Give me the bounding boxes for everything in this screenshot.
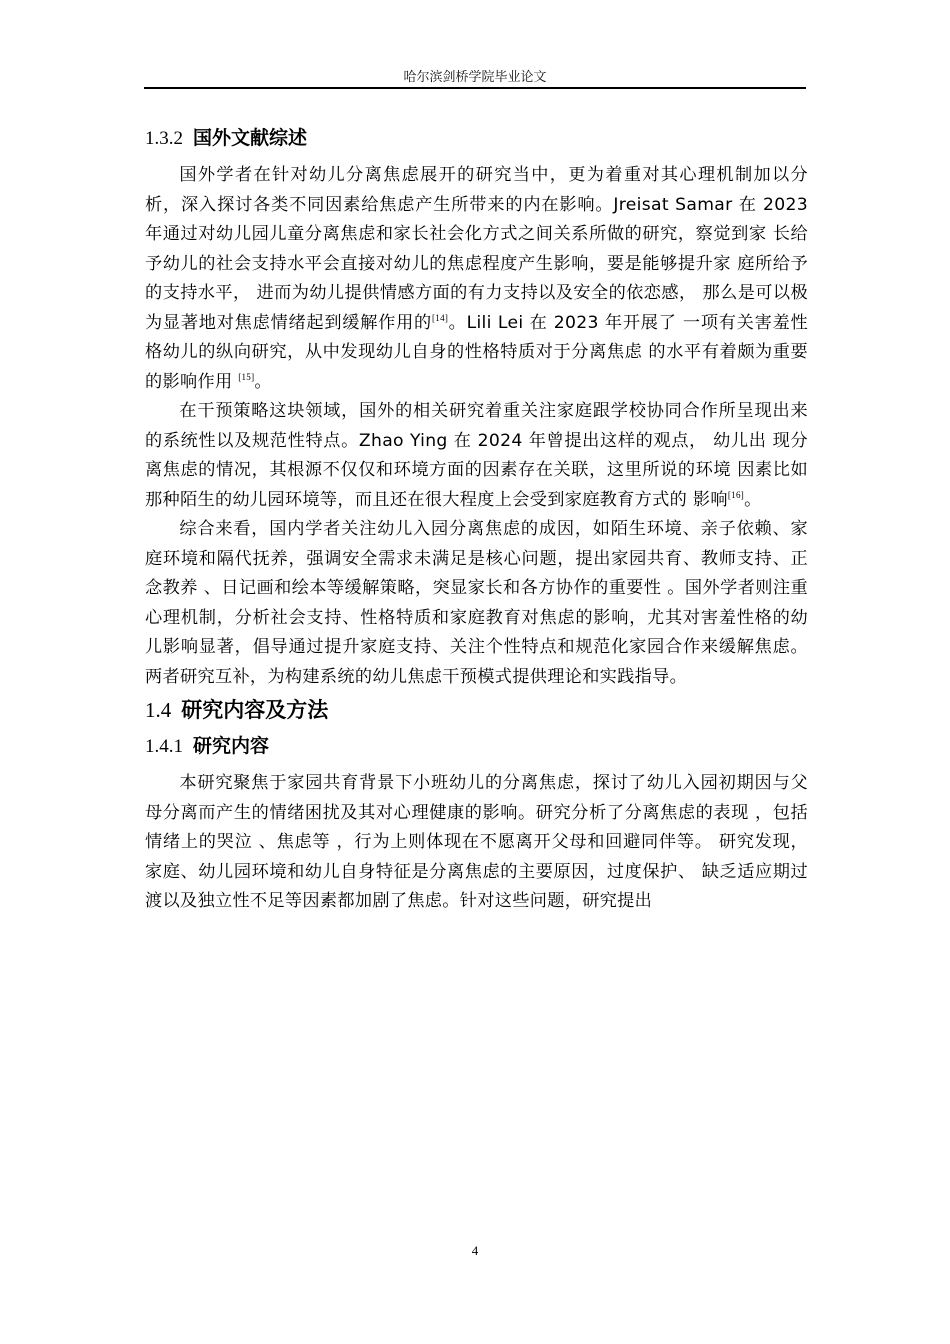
paragraph-text: 。	[254, 371, 272, 392]
page-header: 哈尔滨剑桥学院毕业论文	[403, 70, 547, 85]
section-title: 国外文献综述	[193, 127, 308, 149]
paragraph-summary: 综合来看，国内学者关注幼儿入园分离焦虑的成因，如陌生环境、亲子依赖、家庭环境和隔代抚养，强调安全需求未满足是核心问题，提出家园共育、教师支持、正念教养 、日记画和绘本等缓解策略，突显家长和各方协作的重要性 。国外学者则注重心理机制，分析社会支持、性格特质和家庭教育对焦虑的影响，尤其对害羞性格的幼儿影响显著，倡导通过提升家庭支持、关注个性特点和规范化家园合作来缓解焦虑。两者研究互补，为构建系统的幼儿焦虑干预模式提供理论和实践指导。	[145, 519, 808, 687]
paragraph-text: 在干预策略这块领域，国外的相关研究着重关注家庭跟学校协同合作所呈现出来的系统性以及规范性特点。Zhao Ying 在 2024 年曾提出这样的观点， 幼儿出 现分离焦虑的情况，其根源不仅仅和环境方面的因素存在关联，这里所说的环境 因素比如那种陌生的幼儿园环境等，而且还在很大程度上会受到家庭教育方式的 影响	[145, 401, 808, 510]
page-number: 4	[471, 1243, 479, 1258]
paragraph-text: 。	[744, 489, 762, 510]
document-body	[145, 122, 808, 917]
citation-ref: [14]	[431, 312, 449, 323]
paragraph-intervention	[145, 397, 808, 515]
paragraph-research-content: 本研究聚焦于家园共育背景下小班幼儿的分离焦虑，探讨了幼儿入园初期因与父母分离而产生的情绪困扰及其对心理健康的影响。研究分析了分离焦虑的表现 ，包括情绪上的哭泣 、焦虑等 ，行为上则体现在不愿离开父母和回避同伴等。 研究发现，家庭、幼儿园环境和幼儿自身特征是分离焦虑的主要原因，过度保护、 缺乏适应期过渡以及独立性不足等因素都加剧了焦虑。针对这些问题，研究提出	[145, 773, 808, 911]
section-number: 1.4.1	[145, 736, 183, 757]
header-rule	[144, 87, 806, 89]
section-heading-1-4-1	[145, 730, 808, 763]
section-title: 研究内容及方法	[181, 698, 329, 722]
citation-ref: [16]	[727, 489, 745, 500]
section-number: 1.4	[145, 698, 172, 722]
paragraph-foreign-research	[145, 161, 808, 397]
section-heading-1-4	[145, 694, 808, 726]
paragraph-text: 国外学者在针对幼儿分离焦虑展开的研究当中，更为着重对其心理机制加以分析，深入探讨各类不同因素给焦虑产生所带来的内在影响。Jreisat Samar 在 2023 年通过对幼儿园儿童分离焦虑和家长社会化方式之间关系所做的研究，察觉到家 长给予幼儿的社会支持水平会直接对幼儿的焦虑程度产生影响，要是能够提升家 庭所给予的支持水平， 进而为幼儿提供情感方面的有力支持以及安全的依恋感， 那么是可以极为显著地对焦虑情绪起到缓解作用的	[145, 165, 808, 333]
citation-ref: [15]	[238, 371, 255, 382]
section-heading-1-3-2	[145, 122, 808, 155]
section-title: 研究内容	[193, 735, 270, 757]
section-number: 1.3.2	[145, 128, 183, 149]
paragraph-text: 。Lili Lei 在 2023 年开展了 一项有关害羞性格幼儿的纵向研究，从中发现幼儿自身的性格特质对于分离焦虑 的水平有着颇为重要的影响作用	[145, 312, 808, 392]
